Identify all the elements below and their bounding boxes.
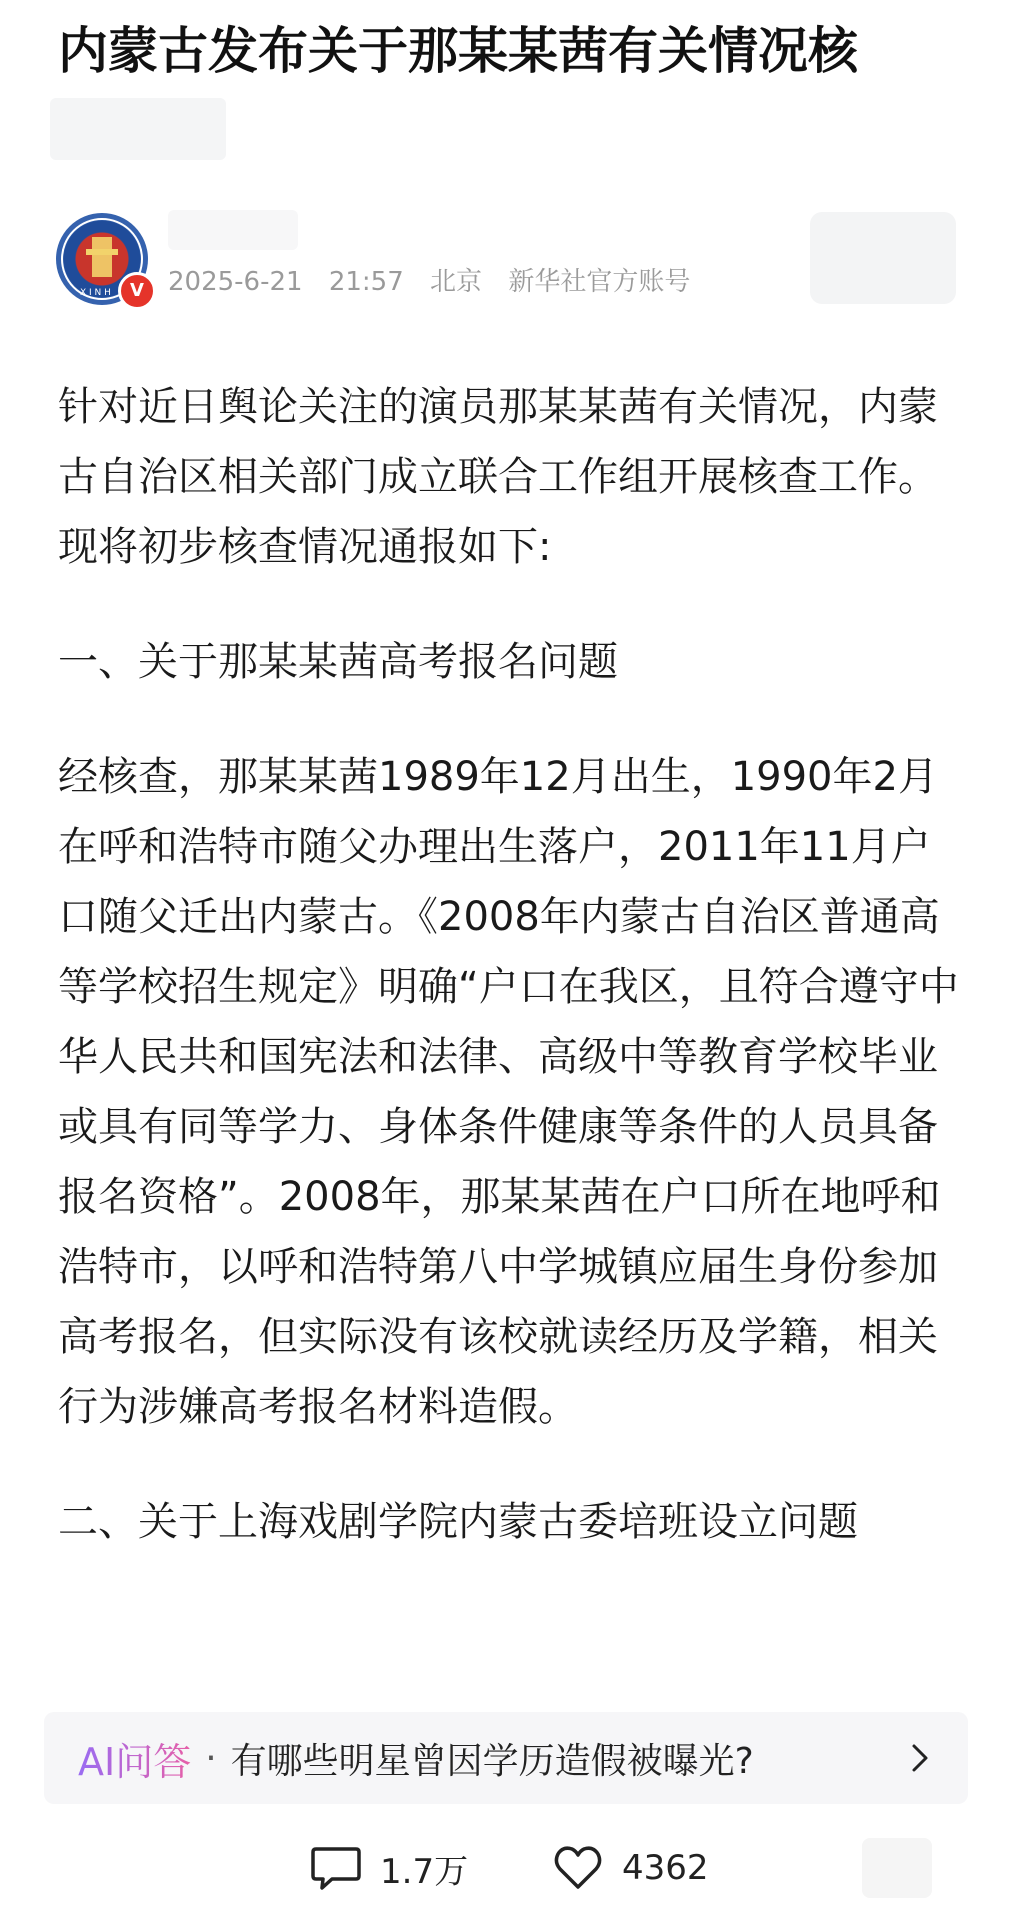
like-button[interactable] bbox=[552, 1844, 709, 1892]
comment-button[interactable] bbox=[310, 1844, 468, 1893]
bottom-action-bar bbox=[0, 1838, 1011, 1908]
paragraph-intro: 针对近日舆论关注的演员那某某茜有关情况，内蒙古自治区相关部门成立联合工作组开展核查工作。现将初步核查情况通报如下: bbox=[58, 384, 938, 570]
chevron-right-icon[interactable] bbox=[900, 1738, 940, 1778]
publish-date: 2025-6-21 bbox=[168, 267, 303, 297]
ai-qa-separator: · bbox=[205, 1737, 217, 1779]
follow-button[interactable] bbox=[810, 212, 956, 304]
paragraph-findings: 经核查，那某某茜1989年12月出生，1990年2月在呼和浩特市随父办理出生落户，2011年11月户口随父迁出内蒙古。《2008年内蒙古自治区普通高等学校招生规定》明确“户口在我区，且符合遵守中华人民共和国宪法和法律、高级中等教育学校毕业或具有同等学力、身体条件健康等条件的人员具备报名资格”。2008年，那某某茜在户口所在地呼和浩特市，以呼和浩特第八中学城镇应届生身份参加高考报名，但实际没有该校就读经历及学籍，相关行为涉嫌高考报名材料造假。 bbox=[58, 754, 959, 1430]
ai-qa-bar[interactable] bbox=[44, 1712, 968, 1804]
account-type: 新华社官方账号 bbox=[508, 267, 691, 297]
likes-count: 4362 bbox=[622, 1848, 709, 1888]
verified-v-icon: V bbox=[118, 272, 156, 310]
blurred-share-area bbox=[862, 1838, 932, 1898]
comments-count: 1.7万 bbox=[380, 1852, 469, 1892]
comment-bubble-icon bbox=[310, 1845, 362, 1893]
svg-text:X I N H: X I N H bbox=[80, 288, 111, 298]
article-title: 内蒙古发布关于那某某茜有关情况核 bbox=[58, 22, 858, 80]
article-body bbox=[58, 372, 968, 1602]
section-heading-1: 一、关于那某某茜高考报名问题 bbox=[58, 639, 618, 685]
publish-time: 21:57 bbox=[328, 267, 404, 297]
publish-location: 北京 bbox=[430, 267, 483, 297]
article-meta bbox=[168, 262, 708, 302]
ai-qa-label: AI问答 bbox=[78, 1731, 191, 1786]
heart-icon bbox=[552, 1844, 604, 1892]
blurred-author-name bbox=[168, 210, 298, 250]
section-heading-2: 二、关于上海戏剧学院内蒙古委培班设立问题 bbox=[58, 1499, 858, 1545]
ai-qa-question: 有哪些明星曾因学历造假被曝光? bbox=[230, 1740, 754, 1782]
blurred-subtitle bbox=[50, 98, 226, 160]
